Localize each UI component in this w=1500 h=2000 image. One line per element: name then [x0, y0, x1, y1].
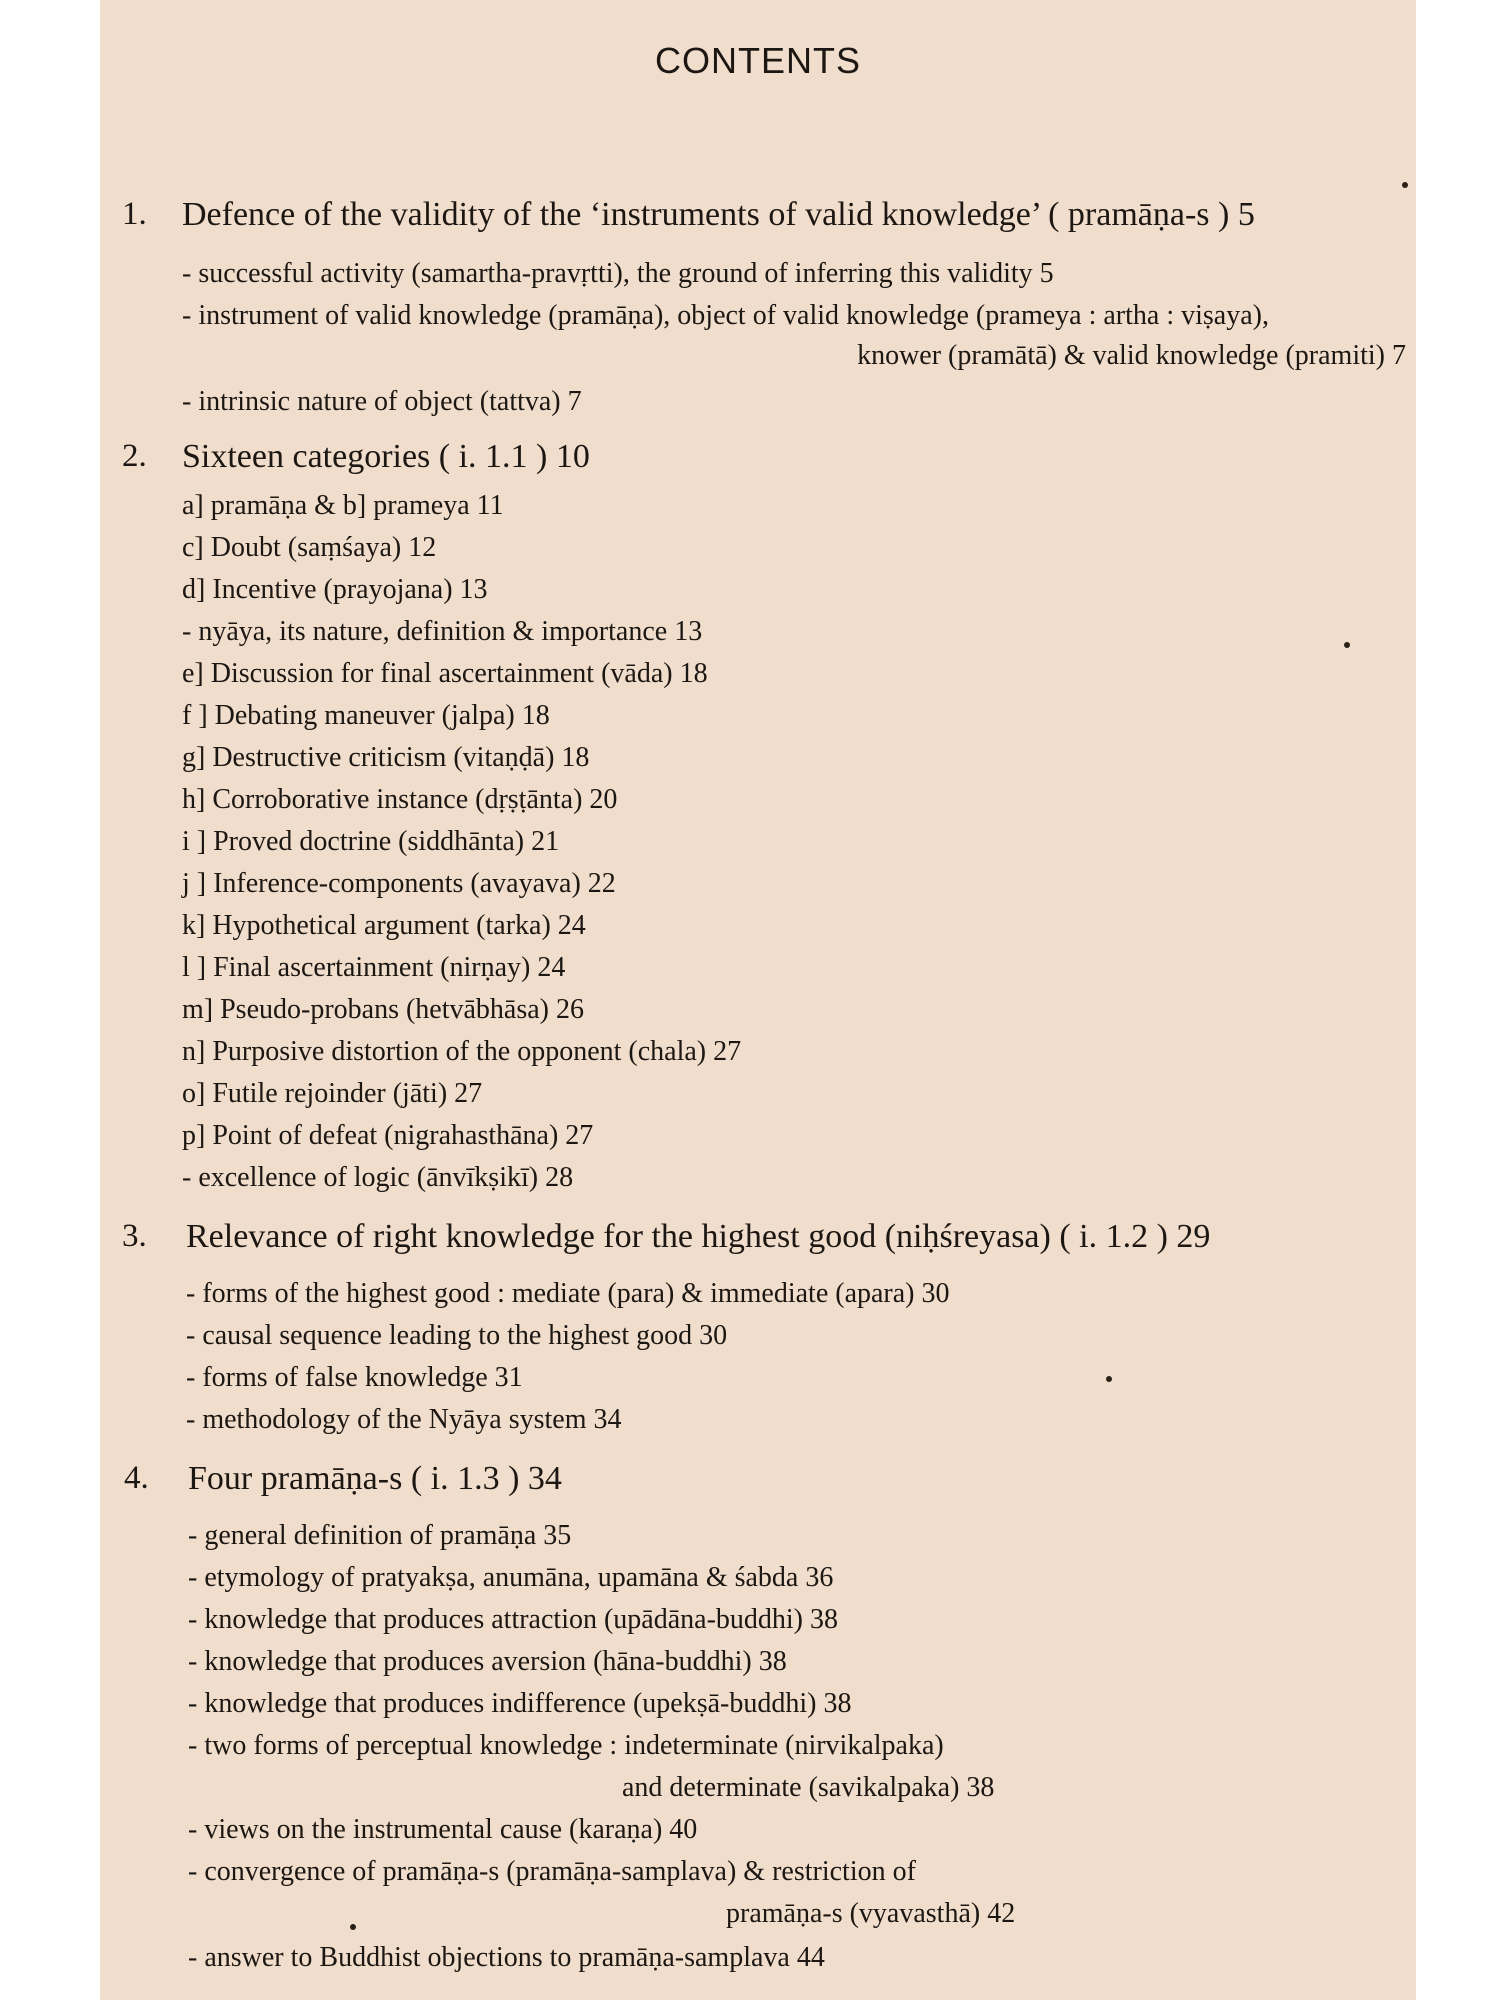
toc-entry: - answer to Buddhist objections to pramāṇa-samplava 44 — [188, 1942, 825, 1973]
toc-entry: pramāṇa-s (vyavasthā) 42 — [726, 1898, 1016, 1929]
toc-entry: - general definition of pramāṇa 35 — [188, 1520, 572, 1551]
toc-entry: - intrinsic nature of object (tattva) 7 — [182, 386, 582, 417]
toc-entry: p] Point of defeat (nigrahasthāna) 27 — [182, 1120, 594, 1151]
toc-entry: g] Destructive criticism (vitaṇḍā) 18 — [182, 742, 590, 773]
section-title: Four pramāṇa-s ( i. 1.3 ) 34 — [188, 1460, 562, 1497]
paper-speck — [1106, 1376, 1112, 1382]
toc-entry: - successful activity (samartha-pravṛtti), the ground of inferring this validity 5 — [182, 258, 1054, 289]
toc-entry: d] Incentive (prayojana) 13 — [182, 574, 488, 605]
paper-speck — [1402, 182, 1408, 188]
section-number: 4. — [124, 1460, 149, 1496]
toc-entry: - views on the instrumental cause (karaṇa) 40 — [188, 1814, 698, 1845]
page-title: CONTENTS — [655, 40, 861, 81]
toc-entry: - nyāya, its nature, definition & importance 13 — [182, 616, 703, 647]
toc-entry: - knowledge that produces attraction (upādāna-buddhi) 38 — [188, 1604, 839, 1635]
toc-entry: - instrument of valid knowledge (pramāṇa), object of valid knowledge (prameya : artha : viṣaya), — [182, 300, 1269, 331]
document-page — [100, 0, 1416, 2000]
toc-entry: o] Futile rejoinder (jāti) 27 — [182, 1078, 483, 1109]
toc-entry: i ] Proved doctrine (siddhānta) 21 — [182, 826, 560, 857]
toc-entry: - forms of false knowledge 31 — [186, 1362, 523, 1393]
section-title: Defence of the validity of the ‘instruments of valid knowledge’ ( pramāṇa-s ) 5 — [182, 196, 1255, 233]
toc-entry: h] Corroborative instance (dṛṣṭānta) 20 — [182, 784, 618, 815]
toc-entry: a] pramāṇa & b] prameya 11 — [182, 490, 504, 521]
toc-entry: l ] Final ascertainment (nirṇay) 24 — [182, 952, 566, 983]
toc-entry: - methodology of the Nyāya system 34 — [186, 1404, 622, 1435]
toc-entry: - convergence of pramāṇa-s (pramāṇa-samplava) & restriction of — [188, 1856, 916, 1887]
toc-entry: and determinate (savikalpaka) 38 — [622, 1772, 995, 1803]
section-title: Sixteen categories ( i. 1.1 ) 10 — [182, 438, 590, 475]
toc-entry: - two forms of perceptual knowledge : indeterminate (nirvikalpaka) — [188, 1730, 944, 1761]
toc-entry: n] Purposive distortion of the opponent (chala) 27 — [182, 1036, 742, 1067]
section-number: 3. — [122, 1218, 147, 1254]
paper-speck — [1344, 642, 1350, 648]
toc-entry: f ] Debating maneuver (jalpa) 18 — [182, 700, 550, 731]
toc-entry: e] Discussion for final ascertainment (vāda) 18 — [182, 658, 708, 689]
section-number: 2. — [122, 438, 147, 474]
toc-entry: - causal sequence leading to the highest good 30 — [186, 1320, 728, 1351]
toc-entry: j ] Inference-components (avayava) 22 — [182, 868, 616, 899]
section-number: 1. — [122, 196, 147, 232]
paper-speck — [350, 1924, 356, 1930]
toc-entry: m] Pseudo-probans (hetvābhāsa) 26 — [182, 994, 585, 1025]
toc-entry: - etymology of pratyakṣa, anumāna, upamāna & śabda 36 — [188, 1562, 834, 1593]
toc-entry: knower (pramātā) & valid knowledge (pramiti) 7 — [857, 340, 1406, 371]
section-title: Relevance of right knowledge for the highest good (niḥśreyasa) ( i. 1.2 ) 29 — [186, 1218, 1211, 1255]
toc-entry: - forms of the highest good : mediate (para) & immediate (apara) 30 — [186, 1278, 950, 1309]
toc-entry: k] Hypothetical argument (tarka) 24 — [182, 910, 586, 941]
toc-entry: - knowledge that produces aversion (hāna-buddhi) 38 — [188, 1646, 787, 1677]
toc-entry: c] Doubt (saṃśaya) 12 — [182, 532, 437, 563]
toc-entry: - excellence of logic (ānvīkṣikī) 28 — [182, 1162, 574, 1193]
toc-entry: - knowledge that produces indifference (upekṣā-buddhi) 38 — [188, 1688, 852, 1719]
